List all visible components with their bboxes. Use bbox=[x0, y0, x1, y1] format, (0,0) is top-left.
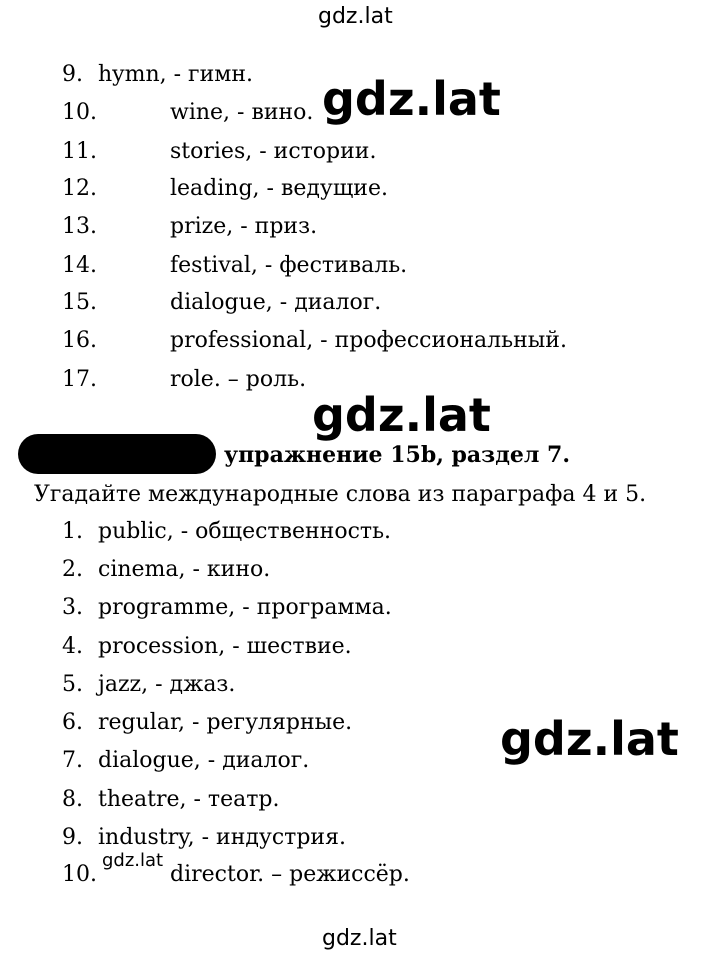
list-a-item: stories, - истории. bbox=[170, 139, 377, 164]
list-b-item: director. – режиссёр. bbox=[170, 862, 410, 887]
watermark-small-inline: gdz.lat bbox=[102, 850, 164, 871]
list-a-item: dialogue, - диалог. bbox=[170, 290, 382, 315]
section-instruction: Угадайте международные слова из параграфа 4 и 5. bbox=[34, 482, 647, 507]
list-b-item: programme, - программа. bbox=[98, 595, 392, 620]
list-b-item: regular, - регулярные. bbox=[98, 710, 353, 735]
list-b-number: 1. bbox=[62, 519, 83, 544]
list-b-number: 8. bbox=[62, 787, 83, 812]
redaction-block bbox=[18, 434, 216, 474]
list-b-number: 5. bbox=[62, 672, 83, 697]
list-b-number: 10. bbox=[62, 862, 97, 887]
list-a-number: 12. bbox=[62, 176, 97, 201]
list-b-item: procession, - шествие. bbox=[98, 634, 352, 659]
list-b-item: public, - общественность. bbox=[98, 519, 392, 544]
watermark-bottom: gdz.lat bbox=[322, 926, 397, 951]
list-a-number: 15. bbox=[62, 290, 97, 315]
list-a-item: festival, - фестиваль. bbox=[170, 253, 408, 278]
list-a-number: 17. bbox=[62, 367, 97, 392]
section-heading: упражнение 15b, раздел 7. bbox=[224, 442, 571, 468]
list-b-item: theatre, - театр. bbox=[98, 787, 280, 812]
watermark-big: gdz.lat bbox=[322, 72, 501, 126]
list-a-item: role. – роль. bbox=[170, 367, 307, 392]
list-a-item: prize, - приз. bbox=[170, 214, 318, 239]
list-b-number: 6. bbox=[62, 710, 83, 735]
list-b-number: 4. bbox=[62, 634, 83, 659]
list-a-number: 9. bbox=[62, 62, 83, 87]
list-a-item: professional, - профессиональный. bbox=[170, 328, 567, 353]
watermark-big: gdz.lat bbox=[500, 712, 679, 766]
list-a-item: wine, - вино. bbox=[170, 100, 314, 125]
list-b-number: 3. bbox=[62, 595, 83, 620]
list-a-number: 16. bbox=[62, 328, 97, 353]
list-a-number: 13. bbox=[62, 214, 97, 239]
watermark-top: gdz.lat bbox=[318, 4, 393, 29]
list-a-item: hymn, - гимн. bbox=[98, 62, 253, 87]
list-a-number: 11. bbox=[62, 139, 97, 164]
list-a-number: 10. bbox=[62, 100, 97, 125]
list-b-item: dialogue, - диалог. bbox=[98, 748, 310, 773]
list-b-item: jazz, - джаз. bbox=[98, 672, 236, 697]
list-a-item: leading, - ведущие. bbox=[170, 176, 388, 201]
watermark-big: gdz.lat bbox=[312, 388, 491, 442]
list-b-number: 7. bbox=[62, 748, 83, 773]
list-b-item: cinema, - кино. bbox=[98, 557, 271, 582]
list-b-item: industry, - индустрия. bbox=[98, 825, 346, 850]
list-b-number: 9. bbox=[62, 825, 83, 850]
list-b-number: 2. bbox=[62, 557, 83, 582]
list-a-number: 14. bbox=[62, 253, 97, 278]
